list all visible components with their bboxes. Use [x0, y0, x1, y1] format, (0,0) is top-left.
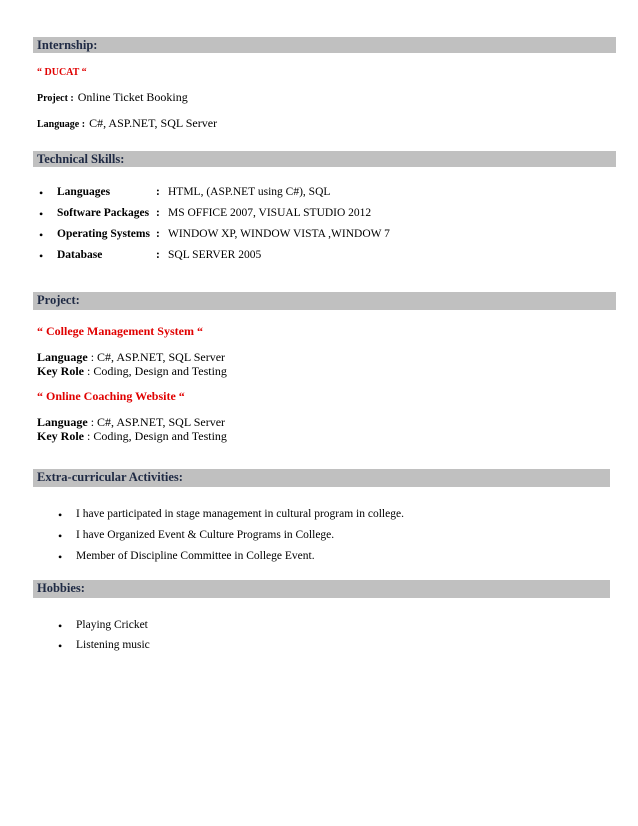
list-item: Playing Cricket: [76, 619, 148, 631]
skill-label: Operating Systems: [57, 228, 150, 240]
skill-colon: :: [156, 186, 160, 198]
project-role-line: [37, 364, 227, 379]
project-language-label: Language: [37, 415, 88, 429]
project-role-line: [37, 429, 227, 444]
list-item: I have Organized Event & Culture Programs in College.: [76, 529, 335, 541]
skill-value: MS OFFICE 2007, VISUAL STUDIO 2012: [168, 207, 372, 219]
bullet-icon: •: [39, 186, 44, 200]
project-title: “ College Management System “: [37, 324, 203, 338]
bullet-icon: •: [39, 207, 44, 221]
bullet-icon: •: [58, 508, 63, 522]
bullet-icon: •: [58, 619, 63, 633]
skill-value: WINDOW XP, WINDOW VISTA ,WINDOW 7: [168, 228, 390, 240]
internship-project-line: [37, 88, 188, 106]
skill-colon: :: [156, 249, 160, 261]
skill-value: HTML, (ASP.NET using C#), SQL: [168, 186, 331, 198]
project-value: Online Ticket Booking: [77, 90, 188, 104]
skill-value: SQL SERVER 2005: [168, 249, 262, 261]
bullet-icon: •: [39, 249, 44, 263]
list-item: Member of Discipline Committee in College Event.: [76, 550, 315, 562]
project-language-line: [37, 350, 225, 365]
bullet-icon: •: [58, 639, 63, 653]
bullet-icon: •: [58, 529, 63, 543]
extracurricular-heading: Extra-curricular Activities:: [33, 469, 610, 487]
skill-label: Languages: [57, 186, 111, 198]
skill-label: Database: [57, 249, 103, 261]
internship-company: “ DUCAT “: [37, 67, 87, 78]
skill-colon: :: [156, 207, 160, 219]
language-value: C#, ASP.NET, SQL Server: [89, 116, 218, 130]
internship-heading: Internship:: [33, 37, 616, 53]
project-role-value: : Coding, Design and Testing: [87, 364, 227, 378]
technical-skills-heading: Technical Skills:: [33, 151, 616, 167]
project-role-label: Key Role: [37, 429, 84, 443]
project-heading: Project:: [33, 292, 616, 310]
language-label: Language :: [37, 119, 86, 130]
list-item: Listening music: [76, 639, 150, 651]
project-language-line: [37, 415, 225, 430]
project-role-label: Key Role: [37, 364, 84, 378]
hobbies-heading: Hobbies:: [33, 580, 610, 598]
project-title: “ Online Coaching Website “: [37, 389, 185, 403]
skill-label: Software Packages: [57, 207, 150, 219]
list-item: I have participated in stage management in cultural program in college.: [76, 508, 404, 520]
project-role-value: : Coding, Design and Testing: [87, 429, 227, 443]
project-language-value: : C#, ASP.NET, SQL Server: [90, 415, 226, 429]
skill-colon: :: [156, 228, 160, 240]
project-label: Project :: [37, 93, 74, 104]
project-language-value: : C#, ASP.NET, SQL Server: [90, 350, 226, 364]
project-language-label: Language: [37, 350, 88, 364]
bullet-icon: •: [58, 550, 63, 564]
internship-language-line: [37, 114, 217, 132]
bullet-icon: •: [39, 228, 44, 242]
